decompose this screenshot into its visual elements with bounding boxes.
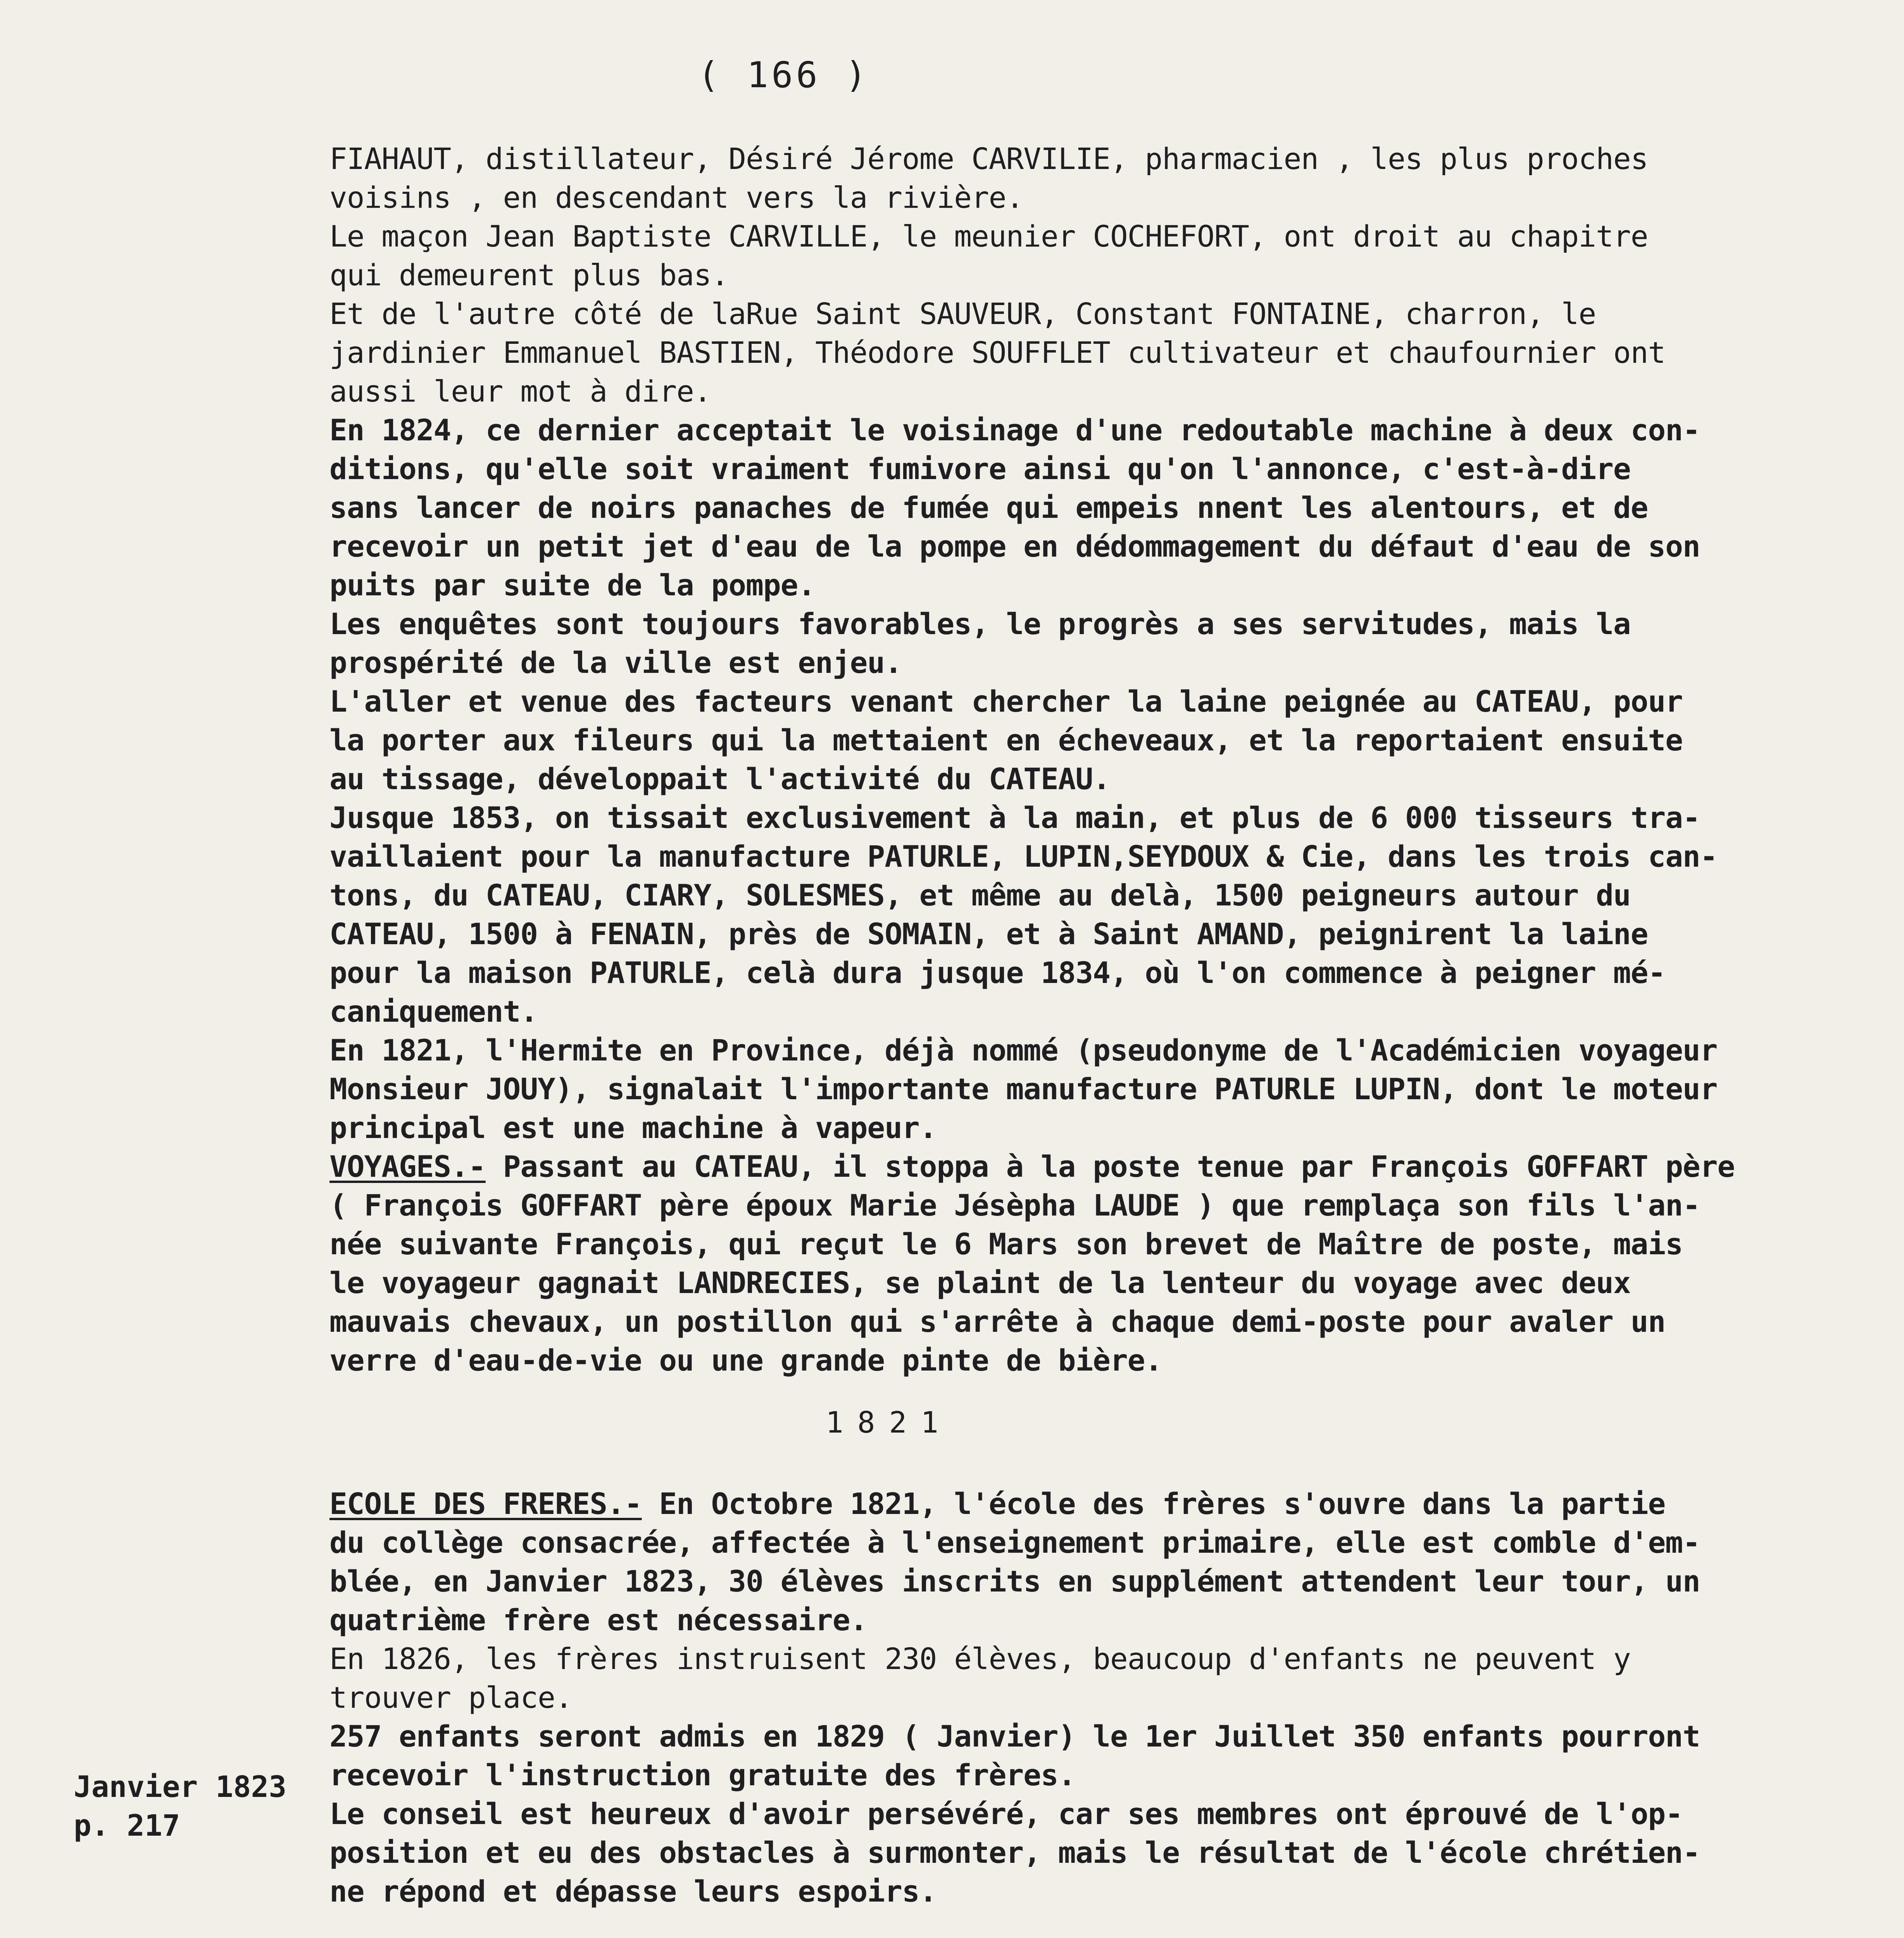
text-line: position et eu des obstacles à surmonter, mais le résultat de l'école chrétien- [329,1835,1700,1870]
text-line: mauvais chevaux, un postillon qui s'arrête à chaque demi-poste pour avaler un [329,1304,1666,1339]
text-line: aussi leur mot à dire. [329,374,711,409]
text-line: vaillaient pour la manufacture PATURLE, LUPIN,SEYDOUX & Cie, dans les trois can- [329,839,1718,874]
text-line: au tissage, développait l'activité du CATEAU. [329,762,1111,796]
text-line: Monsieur JOUY), signalait l'importante manufacture PATURLE LUPIN, dont le moteur [329,1072,1718,1106]
text-line: ( François GOFFART père époux Marie Jésèpha LAUDE ) que remplaça son fils l'an- [329,1188,1700,1222]
section-ecole [329,1485,1872,1911]
text-line: quatrième frère est nécessaire. [329,1603,867,1637]
text-line [329,1147,1872,1186]
text-line: jardinier Emmanuel BASTIEN, Théodore SOUFFLET cultivateur et chaufournier ont [329,335,1666,370]
text-line: Le maçon Jean Baptiste CARVILLE, le meunier COCHEFORT, ont droit au chapitre [329,219,1648,253]
text-line: ditions, qu'elle soit vraiment fumivore ainsi qu'on l'annonce, c'est-à-dire [329,452,1631,486]
text-line: 257 enfants seront admis en 1829 ( Janvier) le 1er Juillet 350 enfants pourront [329,1719,1700,1754]
text-run: Passant au CATEAU, il stoppa à la poste tenue par François GOFFART père [485,1149,1735,1184]
text-line: Les enquêtes sont toujours favorables, le progrès a ses servitudes, mais la [329,607,1631,641]
section-heading: VOYAGES.- [329,1149,486,1184]
margin-note [74,1767,286,1845]
text-line: En 1824, ce dernier acceptait le voisinage d'une redoutable machine à deux con- [329,413,1700,447]
text-line: caniquement. [329,994,538,1029]
text-line: blée, en Janvier 1823, 30 élèves inscrits en supplément attendent leur tour, un [329,1564,1700,1598]
text-line: principal est une machine à vapeur. [329,1110,937,1145]
section-heading: ECOLE DES FRERES.- [329,1486,642,1521]
text-line: CATEAU, 1500 à FENAIN, près de SOMAIN, et à Saint AMAND, peignirent la laine [329,917,1648,951]
year-heading: 1821 [826,1405,953,1440]
text-line: prospérité de la ville est enjeu. [329,645,902,680]
text-line: du collège consacrée, affectée à l'enseignement primaire, elle est comble d'em- [329,1525,1700,1560]
text-line: sans lancer de noirs panaches de fumée qui empeis nnent les alentours, et de [329,490,1648,525]
text-line: verre d'eau-de-vie ou une grande pinte de bière. [329,1343,1162,1378]
text-line: trouver place. [329,1680,573,1715]
text-line: puits par suite de la pompe. [329,568,816,602]
text-line: recevoir un petit jet d'eau de la pompe en dédommagement du défaut d'eau de son [329,529,1700,564]
text-line: Jusque 1853, on tissait exclusivement à la main, et plus de 6 000 tisseurs tra- [329,800,1700,835]
text-line: le voyageur gagnait LANDRECIES, se plaint de la lenteur du voyage avec deux [329,1266,1631,1300]
section-voyages [329,1147,1872,1380]
text-line: Et de l'autre côté de laRue Saint SAUVEUR, Constant FONTAINE, charron, le [329,297,1596,331]
text-line: qui demeurent plus bas. [329,258,729,292]
text-line: En 1826, les frères instruisent 230 élèves, beaucoup d'enfants ne peuvent y [329,1641,1631,1676]
section-intro [329,140,1872,1147]
text-line: ne répond et dépasse leurs espoirs. [329,1874,937,1909]
section-gap [329,1911,1872,1938]
text-line: FIAHAUT, distillateur, Désiré Jérome CARVILIE, pharmacien , les plus proches [329,141,1648,176]
text-line: tons, du CATEAU, CIARY, SOLESMES, et même au delà, 1500 peigneurs autour du [329,878,1631,912]
margin-note-line: Janvier 1823 [74,1769,287,1804]
margin-note-line: p. 217 [74,1808,180,1843]
text-line [329,1485,1872,1523]
document-body [329,140,1872,1938]
text-line: voisins , en descendant vers la rivière. [329,180,1024,215]
text-run: En Octobre 1821, l'école des frères s'ouvre dans la partie [642,1486,1666,1521]
text-line: En 1821, l'Hermite en Province, déjà nommé (pseudonyme de l'Académicien voyageur [329,1033,1718,1067]
text-line: née suivante François, qui reçut le 6 Mars son brevet de Maître de poste, mais [329,1227,1683,1261]
text-line: la porter aux fileurs qui la mettaient en écheveaux, et la reportaient ensuite [329,723,1683,757]
text-line: Le conseil est heureux d'avoir persévéré, car ses membres ont éprouvé de l'op- [329,1797,1683,1831]
page-number: ( 166 ) [698,54,870,96]
text-line: recevoir l'instruction gratuite des frères. [329,1758,1076,1792]
text-line: pour la maison PATURLE, celà dura jusque 1834, où l'on commence à peigner mé- [329,955,1666,990]
text-line: L'aller et venue des facteurs venant chercher la laine peignée au CATEAU, pour [329,684,1683,719]
